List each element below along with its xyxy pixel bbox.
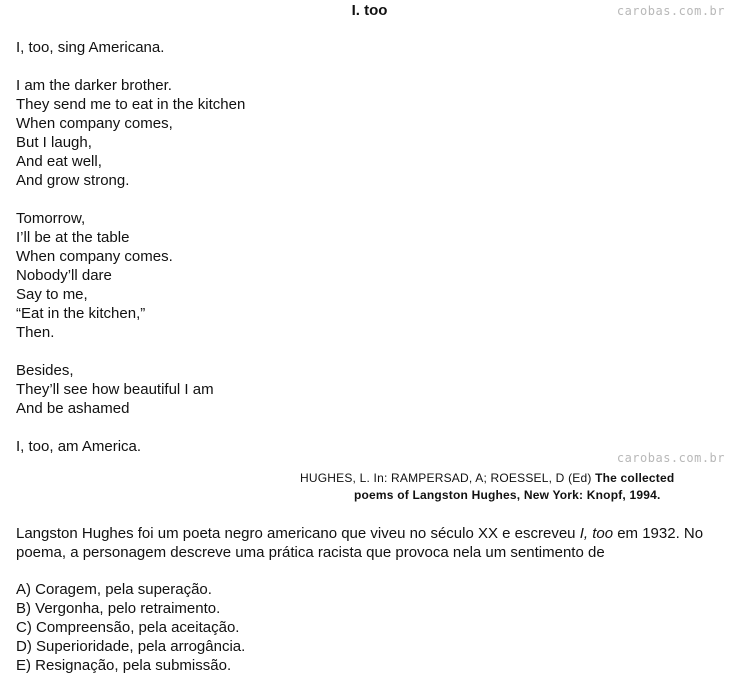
poem-line: They’ll see how beautiful I am bbox=[16, 381, 214, 398]
question-part-2: em 1932. No poema, a personagem descreve uma prática racista que provoca nela um sentimento de bbox=[16, 525, 704, 561]
citation-title-1: The collected bbox=[595, 471, 675, 485]
citation-title-2: poems of Langston Hughes, New York: Knopf, 1994. bbox=[354, 488, 661, 502]
stanza-1 bbox=[16, 38, 245, 57]
stanza-5 bbox=[16, 437, 245, 456]
stanza-3 bbox=[16, 209, 245, 342]
poem-line: Tomorrow, bbox=[16, 210, 86, 227]
option-e: E) Resignação, pela submissão. bbox=[16, 657, 232, 674]
poem-line: They send me to eat in the kitchen bbox=[16, 96, 246, 113]
option-b: B) Vergonha, pelo retraimento. bbox=[16, 600, 221, 617]
stanza-2 bbox=[16, 76, 245, 190]
question-poem-title: I, too bbox=[579, 525, 614, 542]
poem-line: Then. bbox=[16, 324, 55, 341]
citation bbox=[300, 470, 720, 504]
stanza-4 bbox=[16, 361, 245, 418]
poem-title: I. too bbox=[351, 2, 388, 19]
poem-line: When company comes, bbox=[16, 115, 173, 132]
question-text bbox=[16, 524, 736, 562]
poem-line: And grow strong. bbox=[16, 172, 130, 189]
answer-options bbox=[16, 580, 245, 675]
watermark-mid: carobas.com.br bbox=[616, 451, 725, 465]
option-c: C) Compreensão, pela aceitação. bbox=[16, 619, 240, 636]
poem-line: But I laugh, bbox=[16, 134, 92, 151]
poem-line: And be ashamed bbox=[16, 400, 130, 417]
poem-line: I’ll be at the table bbox=[16, 229, 130, 246]
poem-line: I, too, sing Americana. bbox=[16, 39, 165, 56]
poem-line: Nobody’ll dare bbox=[16, 267, 112, 284]
watermark-top: carobas.com.br bbox=[616, 4, 725, 18]
poem-line: I am the darker brother. bbox=[16, 77, 172, 94]
poem-line: And eat well, bbox=[16, 153, 102, 170]
option-d: D) Superioridade, pela arrogância. bbox=[16, 638, 246, 655]
option-a: A) Coragem, pela superação. bbox=[16, 581, 212, 598]
poem-line: Say to me, bbox=[16, 286, 88, 303]
citation-prefix: HUGHES, L. In: RAMPERSAD, A; ROESSEL, D (Ed) bbox=[300, 471, 596, 485]
poem-line: Besides, bbox=[16, 362, 74, 379]
poem-body bbox=[16, 38, 245, 475]
poem-line: When company comes. bbox=[16, 248, 173, 265]
question-part-1: Langston Hughes foi um poeta negro americano que viveu no século XX e escreveu bbox=[16, 525, 580, 542]
poem-line: “Eat in the kitchen,” bbox=[16, 305, 146, 322]
poem-line: I, too, am America. bbox=[16, 438, 142, 455]
